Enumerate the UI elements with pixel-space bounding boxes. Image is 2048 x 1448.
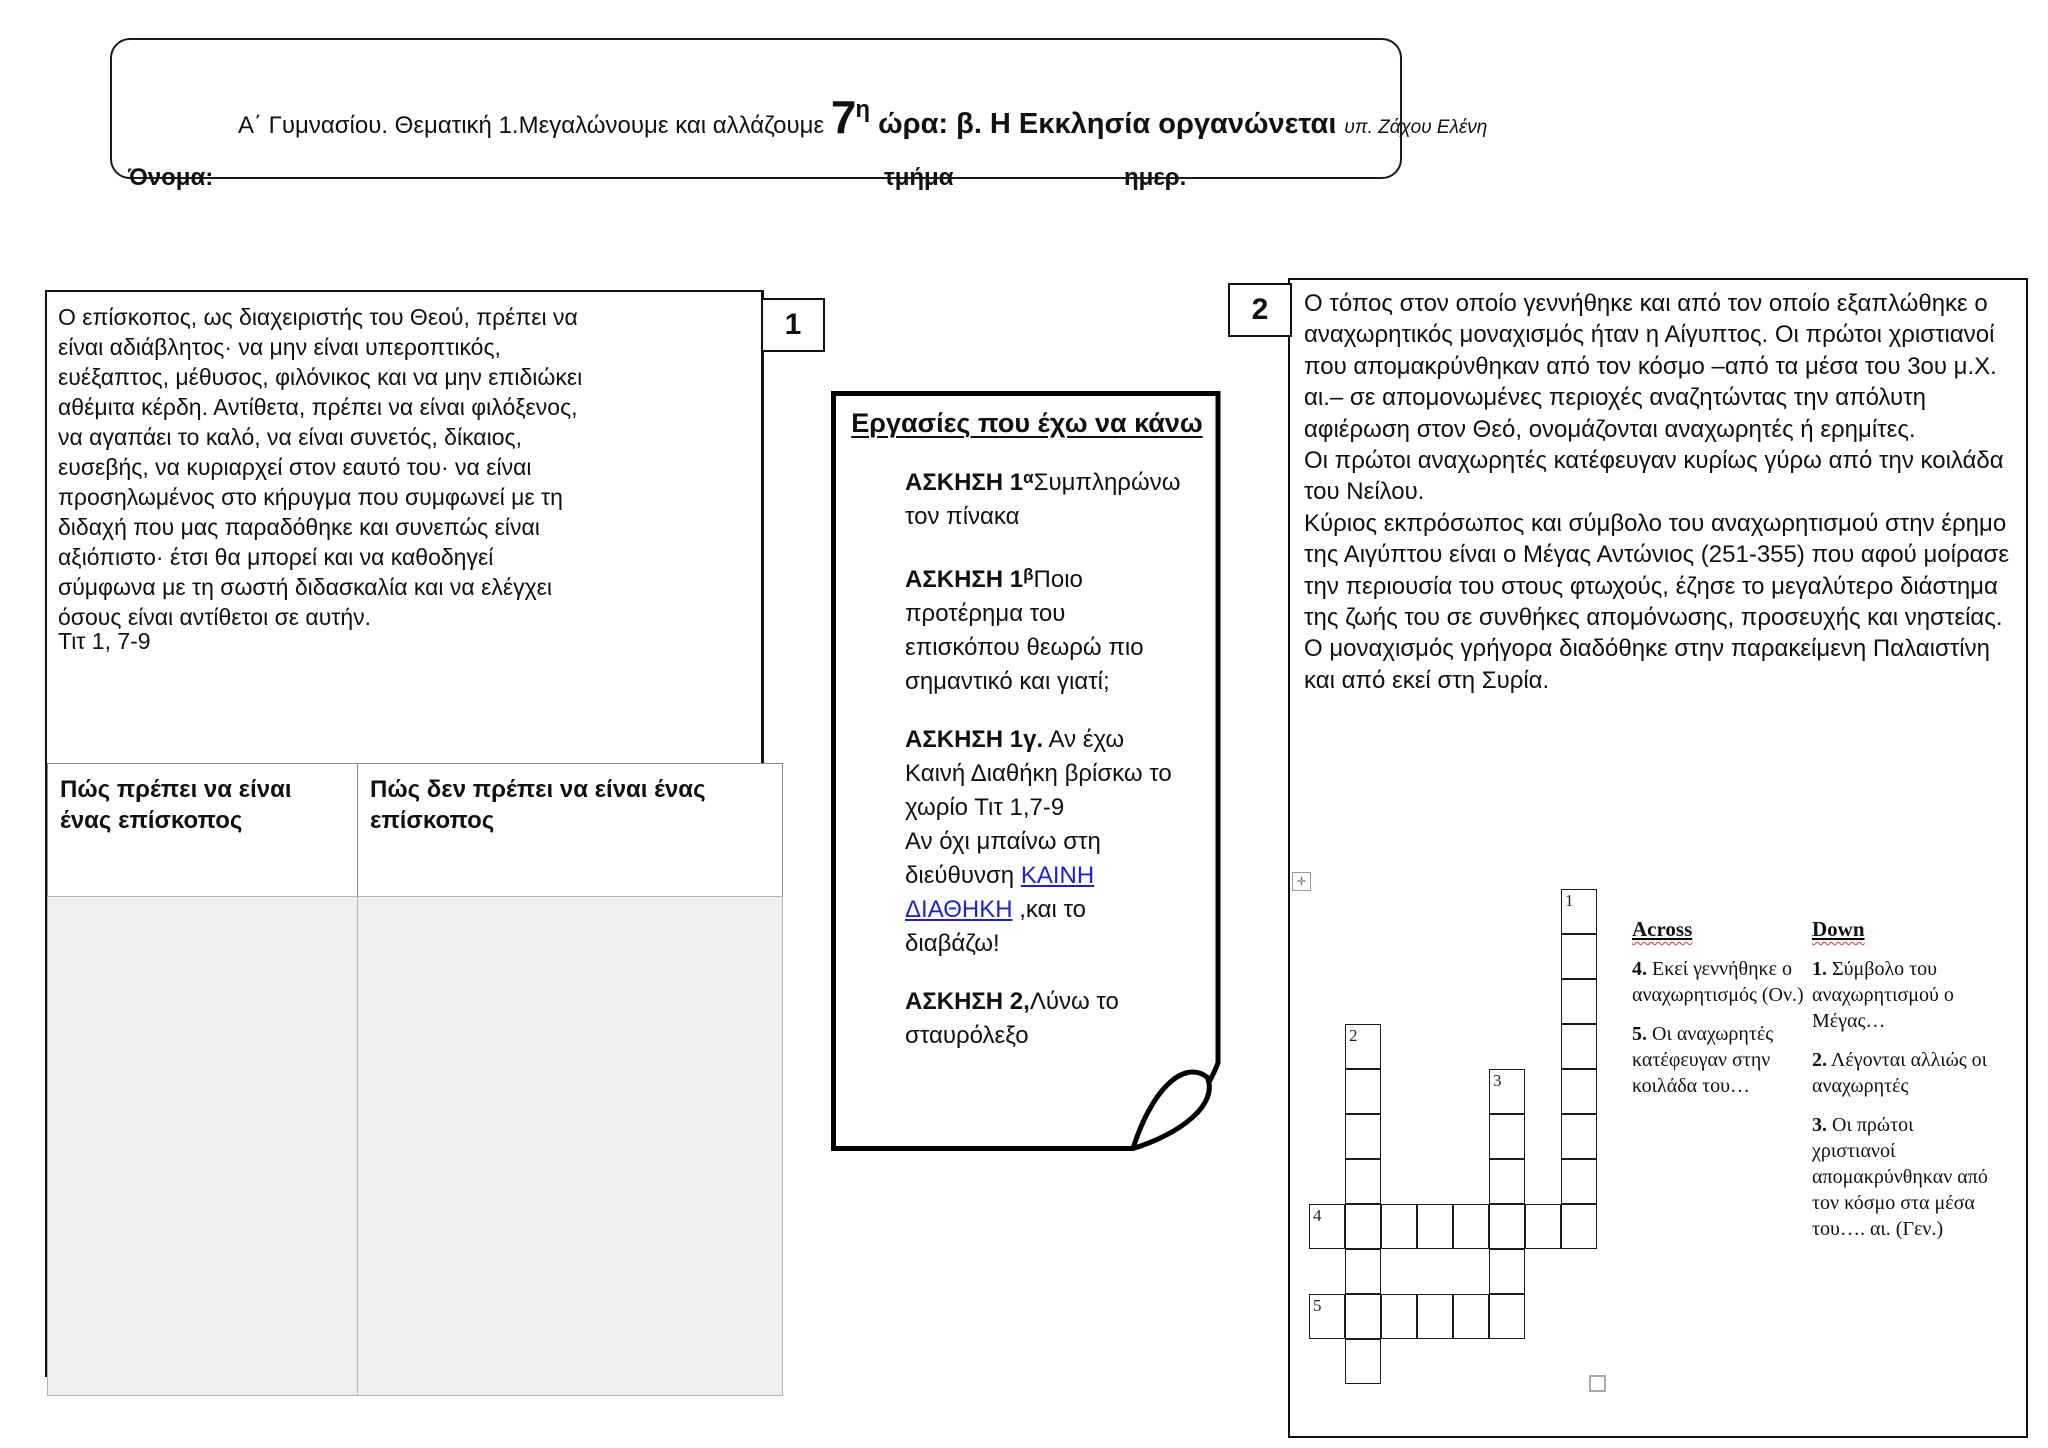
down-clues	[1812, 916, 1988, 1242]
task-1a-sup: α	[1023, 468, 1034, 487]
anchor-square-icon	[1589, 1375, 1606, 1392]
crossword-cell[interactable]	[1417, 1204, 1453, 1249]
table-header-should-be: Πώς πρέπει να είναι ένας επίσκοπος	[47, 763, 358, 897]
crossword-cell[interactable]	[1489, 1114, 1525, 1159]
crossword-cell[interactable]	[1309, 1204, 1345, 1249]
monasticism-paragraph-3: Κύριος εκπρόσωπος και σύμβολο του αναχωρητισμού στην έρημο της Αιγύπτου είναι ο Μέγας Αντώνιος (251-355) που αφού μοίρασε την περιουσία του στους φτωχούς, έζησε το μεγαλύτερο διάστημα της ζωής του σε συνθήκες απομόνωσης, προσευχής και νηστείας.	[1304, 509, 2010, 632]
task-2-text: Λύνω το σταυρόλεξο	[905, 988, 1119, 1049]
crossword-cell[interactable]	[1561, 1069, 1597, 1114]
crossword-cell[interactable]	[1345, 1294, 1381, 1339]
task-1c-line2	[905, 825, 1181, 961]
across-title: Across	[1632, 917, 1693, 941]
clue-across-5: 5. Οι αναχωρητές κατέφευγαν στην κοιλάδα του…	[1632, 1023, 1774, 1097]
clue-down-2: 2. Λέγονται αλλιώς οι αναχωρητές	[1812, 1049, 1988, 1097]
crossword-cell[interactable]	[1453, 1204, 1489, 1249]
task-1c-text1: Αν έχω Καινή Διαθήκη βρίσκω το χωρίο Τιτ 1,7-9	[905, 726, 1172, 821]
task-1a-label: ΑΣΚΗΣΗ 1	[905, 469, 1024, 496]
down-title: Down	[1812, 917, 1865, 941]
crossword-number: 5	[1313, 1296, 1322, 1315]
crossword-cell[interactable]	[1489, 1249, 1525, 1294]
date-field-label: ημερ.	[1124, 164, 1187, 191]
crossword-cell[interactable]	[1345, 1069, 1381, 1114]
crossword-cell[interactable]	[1345, 1204, 1381, 1249]
monasticism-paragraph-2: Οι πρώτοι αναχωρητές κατέφευγαν κυρίως γύρω από την κοιλάδα του Νείλου.	[1304, 447, 2004, 506]
across-clues	[1632, 916, 1804, 1099]
tasks-box	[831, 391, 1223, 1077]
header-course-text: Α΄ Γυμνασίου. Θεματική 1.Μεγαλώνουμε και αλλάζουμε	[238, 112, 831, 139]
crossword-cell[interactable]	[1561, 1024, 1597, 1069]
name-field-label: Όνομα:	[128, 164, 214, 191]
crossword-cell[interactable]	[1561, 1204, 1597, 1249]
crossword-cell[interactable]	[1381, 1294, 1417, 1339]
task-1c-text2: Αν όχι μπαίνω στη διεύθυνση	[905, 828, 1101, 889]
task-1c-line1	[905, 723, 1181, 825]
crossword-cell[interactable]	[1561, 889, 1597, 934]
crossword-cell[interactable]	[1345, 1159, 1381, 1204]
table-answer-cell-left[interactable]	[47, 896, 358, 1396]
task-2-label: ΑΣΚΗΣΗ 2,	[905, 988, 1030, 1015]
task-item-1b	[905, 558, 1181, 699]
task-1c-text3: ,και το διαβάζω!	[905, 896, 1086, 957]
clue-down-3: 3. Οι πρώτοι χριστιανοί απομακρύνθηκαν από τον κόσμο στα μέσα του…. αι. (Γεν.)	[1812, 1114, 1988, 1240]
header-box	[110, 38, 1488, 191]
crossword-cell[interactable]	[1345, 1339, 1381, 1384]
clue-down-1: 1. Σύμβολο του αναχωρητισμού ο Μέγας…	[1812, 958, 1954, 1032]
header-lesson-title: ώρα: β. Η Εκκλησία οργανώνεται	[870, 108, 1337, 140]
monasticism-paragraph-4: Ο μοναχισμός γρήγορα διαδόθηκε στην παρακείμενη Παλαιστίνη και από εκεί στη Συρία.	[1304, 635, 1990, 694]
tasks-title: Εργασίες που έχω να κάνω	[851, 408, 1203, 438]
bishop-paragraph: Ο επίσκοπος, ως διαχειριστής του Θεού, πρέπει να είναι αδιάβλητος· να μην είναι υπεροπτικός, ευέξαπτος, μέθυσος, φιλόνικος και να μην επιδιώκει αθέμιτα κέρδη. Αντίθετα, πρέπει να είναι φιλόξενος, να αγαπάει το καλό, να είναι συνετός, δίκαιος, ευσεβής, να κυριαρχεί στον εαυτό του· να είναι προσηλωμένος στο κήρυγμα που συμφωνεί με τη διδαχή που μας παραδόθηκε και συνεπώς είναι αξιόπιστο· έτσι θα μπορεί και να καθοδηγεί σύμφωνα με τη σωστή διδασκαλία και να ελέγχει όσους είναι αντίθετοι σε αυτήν.	[58, 304, 583, 630]
move-handle-icon[interactable]: ✛	[1292, 872, 1311, 891]
box2-number-label: 2	[1228, 283, 1292, 337]
crossword-number: 3	[1493, 1071, 1502, 1090]
table-header-should-not-be: Πώς δεν πρέπει να είναι ένας επίσκοπος	[357, 763, 783, 897]
header-byline: υπ. Ζάχου Ελένη	[1344, 117, 1488, 138]
clue-across-4: 4. Εκεί γεννήθηκε ο αναχωρητισμός (Ον.)	[1632, 958, 1804, 1006]
bishop-table-header-row	[47, 763, 784, 897]
tasks-list	[905, 461, 1181, 1053]
crossword-cell[interactable]	[1309, 1294, 1345, 1339]
task-1a-text: Συμπληρώνω τον πίνακα	[905, 469, 1181, 530]
bishop-table-body-row	[47, 896, 784, 1396]
task-1b-text: Ποιο προτέρημα του επισκόπου θεωρώ πιο σημαντικό και γιατί;	[905, 566, 1144, 695]
header-title-line	[238, 90, 1508, 144]
crossword-cell[interactable]	[1525, 1204, 1561, 1249]
monasticism-paragraph-1: Ο τόπος στον οποίο γεννήθηκε και από τον οποίο εξαπλώθηκε ο αναχωρητικός μοναχισμός ήταν η Αίγυπτος. Οι πρώτοι χριστιανοί που απομακρύνθηκαν από τον κόσμο –από τα μέσα του 3ου μ.Χ. αι.– σε απομονωμένες περιοχές αναζητώντας την απόλυτη αφιέρωση στον Θεό, ονομάζονται αναχωρητές ή ερημίτες.	[1304, 290, 1997, 443]
crossword-cell[interactable]	[1345, 1024, 1381, 1069]
task-1c-label: ΑΣΚΗΣΗ 1γ.	[905, 726, 1044, 753]
crossword-cell[interactable]	[1489, 1294, 1525, 1339]
crossword-cell[interactable]	[1489, 1159, 1525, 1204]
crossword-cell[interactable]	[1453, 1294, 1489, 1339]
box1-number-label: 1	[761, 298, 825, 352]
crossword-cell[interactable]	[1489, 1204, 1525, 1249]
crossword-cell[interactable]	[1345, 1249, 1381, 1294]
crossword-cell[interactable]	[1489, 1069, 1525, 1114]
crossword-cell[interactable]	[1417, 1294, 1453, 1339]
task-item-1c	[905, 723, 1181, 961]
task-item-1a	[905, 461, 1181, 534]
crossword-cell[interactable]	[1561, 1114, 1597, 1159]
monasticism-paragraphs	[1304, 288, 2010, 696]
crossword-cell[interactable]	[1561, 979, 1597, 1024]
header-hour-number: 7	[830, 91, 856, 143]
crossword-number: 2	[1349, 1026, 1358, 1045]
class-field-label: τμήμα	[884, 164, 954, 191]
crossword-cell[interactable]	[1561, 934, 1597, 979]
crossword-cell[interactable]	[1561, 1159, 1597, 1204]
kaini-diathiki-link[interactable]: ΚΑΙΝΗ ΔΙΑΘΗΚΗ	[905, 862, 1095, 923]
crossword-number: 1	[1565, 891, 1574, 910]
scripture-citation: Τιτ 1, 7-9	[58, 628, 151, 654]
task-item-2	[905, 985, 1181, 1053]
crossword-number: 4	[1313, 1206, 1322, 1225]
crossword-cell[interactable]	[1381, 1204, 1417, 1249]
crossword-cell[interactable]	[1345, 1114, 1381, 1159]
table-answer-cell-right[interactable]	[357, 896, 783, 1396]
task-1b-sup: β	[1023, 565, 1034, 584]
task-1b-label: ΑΣΚΗΣΗ 1	[905, 566, 1024, 593]
header-hour-ordinal: η	[855, 96, 871, 123]
bishop-table	[47, 763, 784, 1396]
